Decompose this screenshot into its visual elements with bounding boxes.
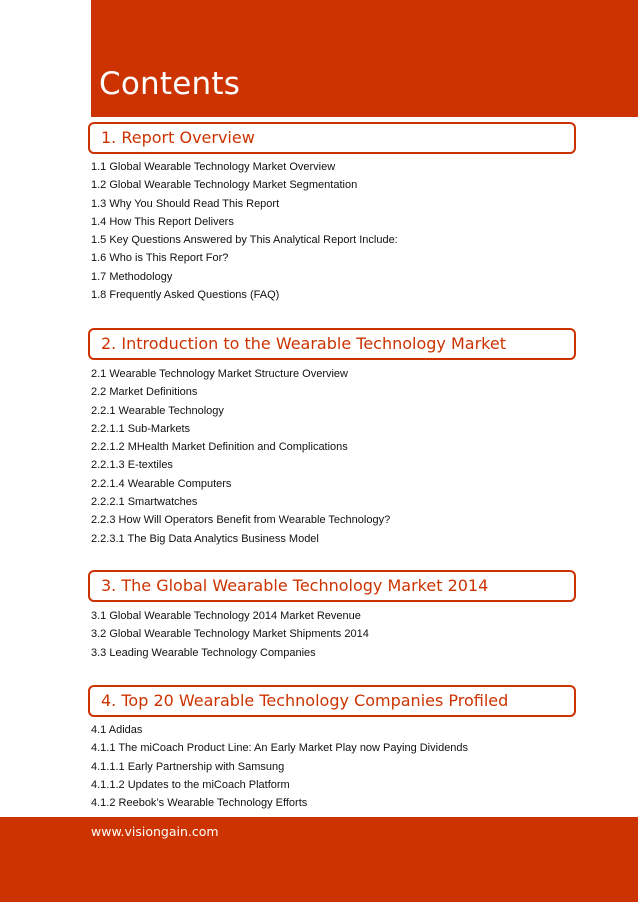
toc-item[interactable]: 3.1 Global Wearable Technology 2014 Market Revenue	[91, 610, 361, 622]
toc-item[interactable]: 3.2 Global Wearable Technology Market Shipments 2014	[91, 628, 369, 641]
footer-url[interactable]: www.visiongain.com	[91, 824, 219, 839]
section-title: 3. The Global Wearable Technology Market 2014	[101, 576, 489, 595]
toc-item[interactable]: 4.1.1.2 Updates to the miCoach Platform	[91, 778, 290, 791]
section-heading-4	[88, 685, 576, 717]
toc-item[interactable]: 2.2.3 How Will Operators Benefit from Wearable Technology?	[91, 514, 391, 527]
toc-list-section-2	[91, 365, 390, 548]
toc-item[interactable]: 3.3 Leading Wearable Technology Companies	[91, 646, 316, 659]
toc-list-section-1	[91, 158, 398, 304]
toc-item[interactable]: 2.2.1.4 Wearable Computers	[91, 477, 232, 490]
section-title: 4. Top 20 Wearable Technology Companies Profiled	[101, 691, 509, 710]
toc-item[interactable]: 4.1 Adidas	[91, 724, 143, 736]
toc-item[interactable]: 4.1.1.1 Early Partnership with Samsung	[91, 760, 285, 773]
toc-item[interactable]: 1.5 Key Questions Answered by This Analytical Report Include:	[91, 234, 398, 247]
toc-item[interactable]: 2.2.1 Wearable Technology	[91, 404, 224, 417]
toc-item[interactable]: 2.2.1.2 MHealth Market Definition and Complications	[91, 441, 348, 454]
toc-item[interactable]: 2.2.1.3 E-textiles	[91, 459, 173, 472]
toc-item[interactable]: 1.1 Global Wearable Technology Market Overview	[91, 161, 336, 173]
page-title: Contents	[99, 66, 241, 102]
section-heading-1	[88, 122, 576, 154]
toc-list-section-4	[91, 721, 468, 812]
toc-item[interactable]: 1.8 Frequently Asked Questions (FAQ)	[91, 289, 280, 302]
section-heading-2	[88, 328, 576, 360]
toc-item[interactable]: 1.6 Who is This Report For?	[91, 252, 229, 265]
toc-item[interactable]: 2.2 Market Definitions	[91, 386, 198, 399]
toc-item[interactable]: 4.1.2 Reebok’s Wearable Technology Efforts	[91, 797, 308, 810]
toc-item[interactable]: 2.2.1.1 Sub-Markets	[91, 422, 191, 435]
toc-item[interactable]: 2.2.3.1 The Big Data Analytics Business Model	[91, 532, 319, 545]
section-title: 2. Introduction to the Wearable Technology Market	[101, 334, 506, 353]
toc-item[interactable]: 2.1 Wearable Technology Market Structure Overview	[91, 368, 348, 380]
toc-item[interactable]: 2.2.2.1 Smartwatches	[91, 496, 198, 509]
toc-item[interactable]: 4.1.1 The miCoach Product Line: An Early Market Play now Paying Dividends	[91, 742, 469, 755]
toc-item[interactable]: 1.4 How This Report Delivers	[91, 215, 234, 228]
toc-item[interactable]: 1.7 Methodology	[91, 270, 173, 283]
toc-item[interactable]: 1.2 Global Wearable Technology Market Segmentation	[91, 179, 358, 192]
section-heading-3	[88, 570, 576, 602]
footer-band	[0, 817, 638, 902]
section-title: 1. Report Overview	[101, 128, 255, 147]
toc-list-section-3	[91, 607, 369, 662]
toc-item[interactable]: 1.3 Why You Should Read This Report	[91, 197, 280, 210]
